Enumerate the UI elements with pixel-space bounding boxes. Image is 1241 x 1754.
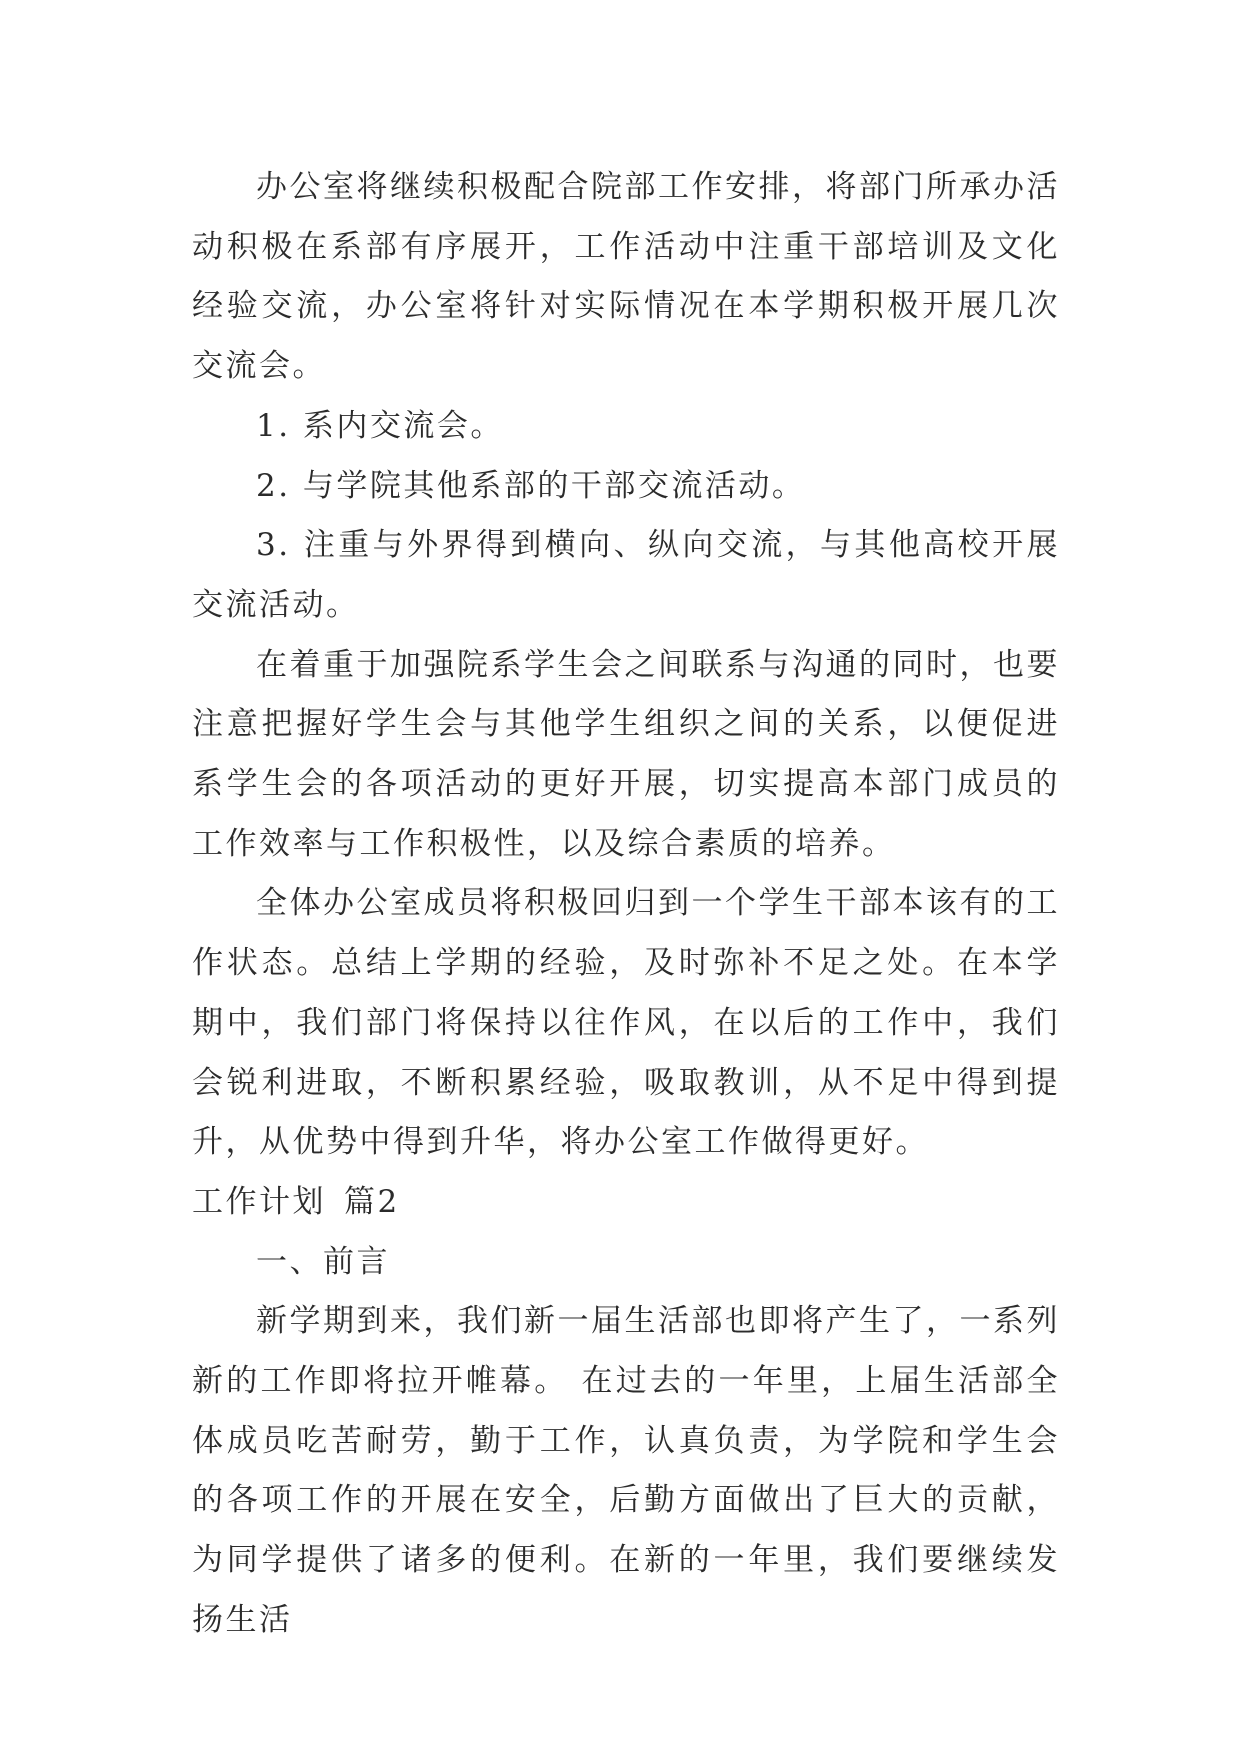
section-heading-title: 工作计划 [192, 1183, 326, 1220]
paragraph-student-union-relations: 在着重于加强院系学生会之间联系与沟通的同时，也要注意把握好学生会与其他学生组织之间的关系，以便促进系学生会的各项活动的更好开展，切实提高本部门成员的工作效率与工作积极性，以及综合素质的培养。 [192, 646, 1060, 862]
paragraph-new-semester: 新学期到来，我们新一届生活部也即将产生了，一系列新的工作即将拉开帷幕。 在过去的一年里，上届生活部全体成员吃苦耐劳，勤于工作，认真负责，为学院和学生会的各项工作的开展在安全，后勤方面做出了巨大的贡献，为同学提供了诸多的便利。在新的一年里，我们要继续发扬生活 [192, 1303, 1060, 1638]
list-item-internal-exchange: 1. 系内交流会。 [256, 407, 504, 444]
list-item-cadre-exchange: 2. 与学院其他系部的干部交流活动。 [256, 467, 806, 504]
list-item-external-exchange: 3. 注重与外界得到横向、纵向交流，与其他高校开展交流活动。 [192, 527, 1060, 623]
paragraph-office-members: 全体办公室成员将积极回归到一个学生干部本该有的工作状态。总结上学期的经验，及时弥补不足之处。在本学期中，我们部门将保持以往作风，在以后的工作中，我们会锐利进取，不断积累经验，吸取教训，从不足中得到提升，从优势中得到升华，将办公室工作做得更好。 [192, 885, 1060, 1161]
section-heading [192, 1173, 1060, 1233]
paragraph-office-cooperation: 办公室将继续积极配合院部工作安排，将部门所承办活动积极在系部有序展开，工作活动中注重干部培训及文化经验交流，办公室将针对实际情况在本学期积极开展几次交流会。 [192, 169, 1060, 385]
document-body [192, 158, 1060, 1651]
subheading-preface: 一、前言 [256, 1243, 390, 1280]
section-heading-number: 篇2 [344, 1183, 400, 1220]
